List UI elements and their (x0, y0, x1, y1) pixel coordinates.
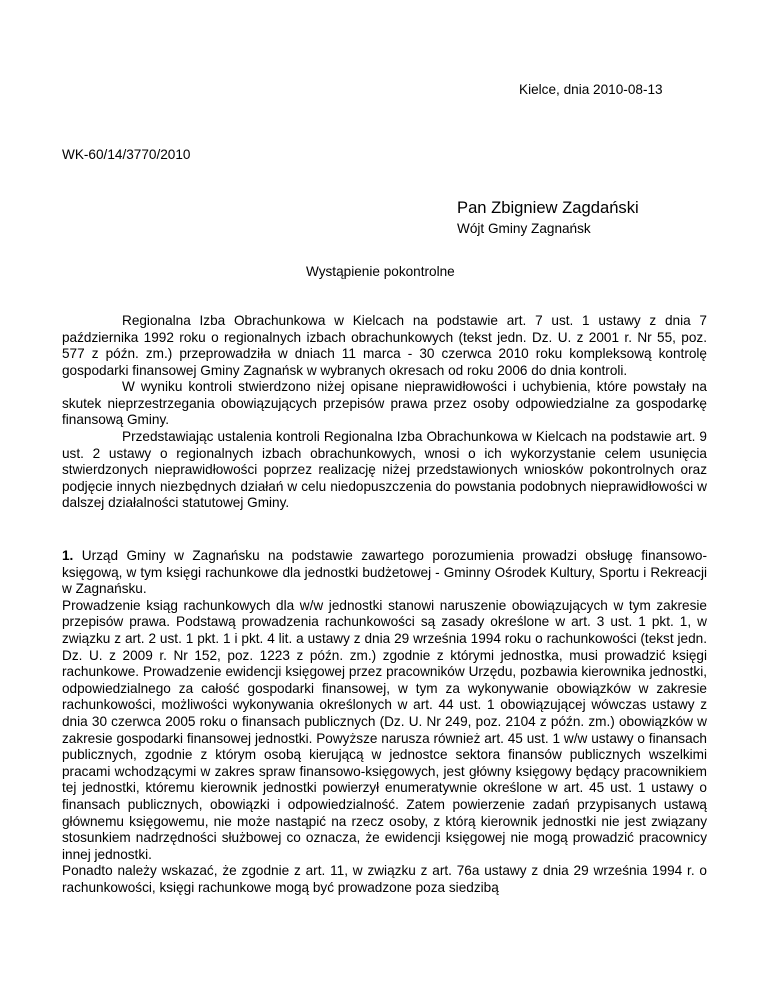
intro-paragraph: W wyniku kontroli stwierdzono niżej opisane nieprawidłowości i uchybienia, które powstały na skutek nieprzestrzegania obowiązujących przepisów prawa przez osoby odpowiedzialne za gospodarkę finansową Gminy. (62, 379, 707, 427)
recipient-name: Pan Zbigniew Zagdański (457, 198, 639, 217)
reference-number: WK-60/14/3770/2010 (62, 147, 191, 162)
intro-paragraph: Przedstawiając ustalenia kontroli Regionalna Izba Obrachunkowa w Kielcach na podstawie art. 9 ust. 2 ustawy o regionalnych izbach obrachunkowych, wnosi o ich wykorzystanie celem usunięcia stwierdzonych nieprawidłowości poprzez realizację niżej przedstawionych wniosków pokontrolnych oraz podjęcie innych niezbędnych działań w celu niedopuszczenia do powstania podobnych nieprawidłowości w dalszej działalności statutowej Gminy. (62, 429, 707, 510)
finding-text: Urząd Gminy w Zagnańsku na podstawie zawartego porozumienia prowadzi obsługę finansowo-księgową, w tym księgi rachunkowe dla jednostki budżetowej - Gminny Ośrodek Kultury, Sportu i Rekreacji w Zagnańsku. (62, 548, 707, 597)
finding-number: 1. (62, 548, 74, 563)
finding-1 (62, 548, 707, 896)
finding-1-intro (62, 548, 707, 598)
intro-paragraph: Regionalna Izba Obrachunkowa w Kielcach na podstawie art. 7 ust. 1 ustawy z dnia 7 października 1992 roku o regionalnych izbach obrachunkowych (tekst jedn. Dz. U. z 2001 r. Nr 55, poz. 577 z późn. zm.) przeprowadziła w dniach 11 marca - 30 czerwca 2010 roku kompleksową kontrolę gospodarki finansowej Gminy Zagnańsk w wybranych okresach od roku 2006 do dnia kontroli. (62, 313, 707, 378)
document-title: Wystąpienie pokontrolne (306, 264, 455, 279)
recipient-title: Wójt Gminy Zagnańsk (457, 221, 591, 236)
finding-paragraph: Prowadzenie ksiąg rachunkowych dla w/w jednostki stanowi naruszenie obowiązujących w tym zakresie przepisów prawa. Podstawą prowadzenia rachunkowości są zasady określone w art. 3 ust. 1 pkt. 1, w związku z art. 2 ust. 1 pkt. 1 i pkt. 4 lit. a ustawy z dnia 29 września 1994 roku o rachunkowości (tekst jedn. Dz. U. z 2009 r. Nr 152, poz. 1223 z późn. zm.) zgodnie z którymi jednostka, musi prowadzić księgi rachunkowe. Prowadzenie ewidencji księgowej przez pracowników Urzędu, pozbawia kierownika jednostki, odpowiedzialnego za całość gospodarki finansowej, w tym za wykonywanie obowiązków w zakresie rachunkowości, możliwości wykonywania określonych w art. 44 ust. 1 obowiązującej wówczas ustawy z dnia 30 czerwca 2005 roku o finansach publicznych (Dz. U. Nr 249, poz. 2104 z późn. zm.) obowiązków w zakresie gospodarki finansowej jednostki. Powyższe narusza również art. 45 ust. 1 w/w ustawy o finansach publicznych, zgodnie z którym osobą kierującą w jednostce sektora finansów publicznych wszelkimi pracami wchodzącymi w zakres spraw finansowo-księgowych, jest główny księgowy będący pracownikiem tej jednostki, któremu kierownik jednostki powierzył enumeratywnie określone w art. 45 ust. 1 ustawy o finansach publicznych, obowiązki i odpowiedzialność. Zatem powierzenie zadań przypisanych ustawą głównemu księgowemu, nie może nastąpić na rzecz osoby, z którą kierownik jednostki nie jest związany stosunkiem nadrzędności służbowej co oznacza, że ewidencji księgowej nie mogą prowadzić pracownicy innej jednostki. (62, 597, 707, 862)
place-and-date: Kielce, dnia 2010-08-13 (519, 82, 663, 97)
finding-paragraph: Ponadto należy wskazać, że zgodnie z art. 11, w związku z art. 76a ustawy z dnia 29 września 1994 r. o rachunkowości, księgi rachunkowe mogą być prowadzone poza siedzibą (62, 863, 707, 895)
